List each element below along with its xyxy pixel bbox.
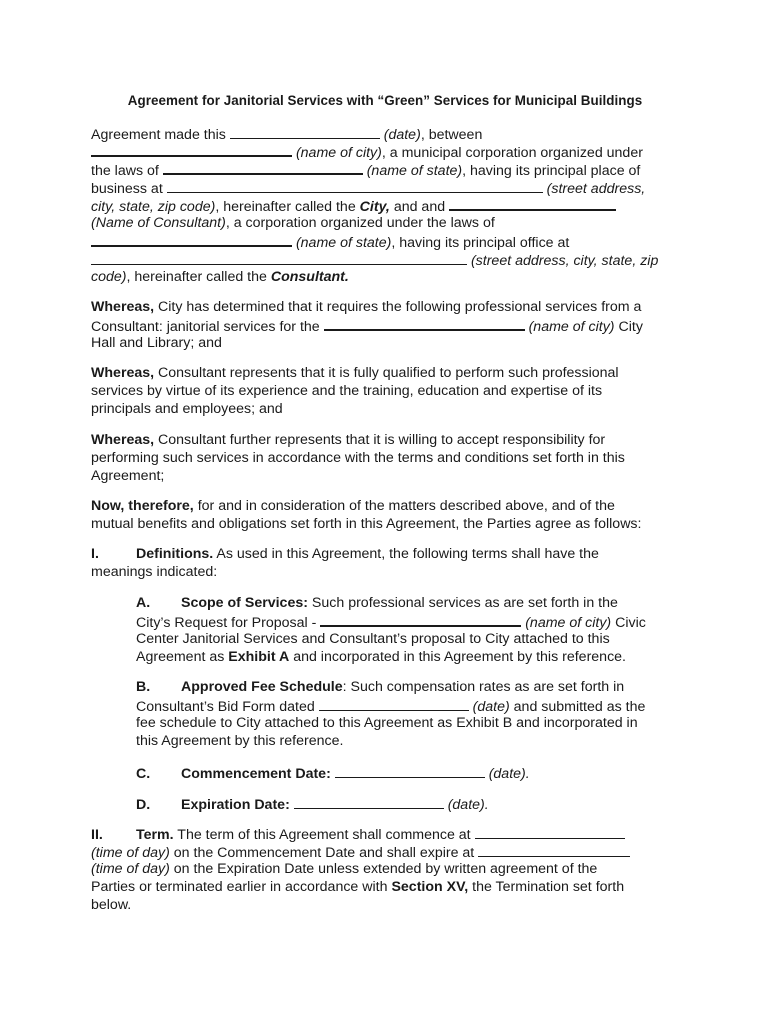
document-title: Agreement for Janitorial Services with “Green” Services for Municipal Buildings xyxy=(127,93,643,108)
text: (street address, xyxy=(542,181,646,197)
section-number: II. xyxy=(91,827,103,843)
subsection-b-fee-schedule xyxy=(136,678,681,750)
text: Such professional services as are set forth in the xyxy=(307,595,618,611)
subsection-heading: Expiration Date: xyxy=(181,797,290,813)
text: Consultant: janitorial services for the xyxy=(91,319,324,335)
text: Agreement made this xyxy=(91,127,230,143)
text: As used in this Agreement, the following terms shall have the xyxy=(213,546,599,562)
section-ii-term xyxy=(91,824,691,914)
text: performing such services in accordance with the terms and conditions set forth in this xyxy=(91,450,625,466)
subsection-letter: B. xyxy=(136,679,151,695)
text: (name of city) xyxy=(521,615,612,631)
whereas-paragraph-2 xyxy=(91,364,691,418)
blank-city-2 xyxy=(324,316,525,331)
text: City xyxy=(614,319,643,335)
text: , hereinafter called the xyxy=(215,199,360,215)
text: Hall and Library; and xyxy=(91,335,222,351)
text: the Termination set forth xyxy=(468,879,625,895)
text: and incorporated in this Agreement by this reference. xyxy=(289,649,627,665)
text: for and in consideration of the matters described above, and of the xyxy=(193,498,615,514)
text: , a corporation organized under the laws of xyxy=(225,215,495,231)
section-heading: Term. xyxy=(136,827,174,843)
subsection-heading: Approved Fee Schedule xyxy=(181,679,343,695)
text: , having its principal place of xyxy=(462,163,641,179)
subsection-heading: Scope of Services: xyxy=(181,595,308,611)
blank-state xyxy=(163,160,363,175)
text: Whereas, xyxy=(91,299,155,315)
blank-city-3 xyxy=(320,612,521,627)
text: principals and employees; and xyxy=(91,401,283,417)
whereas-paragraph-1 xyxy=(91,298,691,352)
intro-paragraph xyxy=(91,124,691,286)
text: Now, therefore, xyxy=(91,498,194,514)
text: below. xyxy=(91,897,132,913)
text: , hereinafter called the xyxy=(126,269,271,285)
blank-city xyxy=(91,142,292,157)
text: City has determined that it requires the following professional services from a xyxy=(154,299,642,315)
text: (date) xyxy=(468,699,510,715)
text: : Such compensation rates as are set forth in xyxy=(342,679,625,695)
text: on the Commencement Date and shall expire at xyxy=(169,845,479,861)
text: (time of day) xyxy=(91,845,170,861)
text: business at xyxy=(91,181,167,197)
blank-bid-date xyxy=(319,696,469,711)
blank-address xyxy=(167,178,543,193)
subsection-a-scope xyxy=(136,594,681,666)
subsection-heading: Commencement Date: xyxy=(181,766,331,782)
text: Consultant further represents that it is willing to accept responsibility for xyxy=(154,432,606,448)
text: mutual benefits and obligations set forth in this Agreement, the Parties agree as follows: xyxy=(91,516,642,532)
blank-state-2 xyxy=(91,232,292,247)
text: Whereas, xyxy=(91,365,155,381)
text: (name of city) xyxy=(292,145,382,161)
text: (name of city) xyxy=(524,319,615,335)
text: (time of day) xyxy=(91,861,170,877)
text: (name of state) xyxy=(292,235,392,251)
text: City’s Request for Proposal - xyxy=(136,615,321,631)
text: , a municipal corporation organized under xyxy=(381,145,643,161)
blank-expiration-date xyxy=(294,794,444,809)
text: (Name of Consultant) xyxy=(91,215,226,231)
text: Parties or terminated earlier in accordance with xyxy=(91,879,392,895)
text: Consultant represents that it is fully qualified to perform such professional xyxy=(154,365,619,381)
blank-start-time xyxy=(475,824,625,839)
blank-consultant xyxy=(449,196,616,211)
blank-date xyxy=(230,124,380,139)
blank-commencement-date xyxy=(335,763,485,778)
blank-address-2 xyxy=(91,250,467,265)
whereas-paragraph-3 xyxy=(91,431,691,485)
text: this Agreement by this reference. xyxy=(136,733,344,749)
text: Center Janitorial Services and Consultant’s proposal to City attached to this xyxy=(136,631,610,647)
text: (street address, city, state, zip xyxy=(467,253,659,269)
text: Agreement as xyxy=(136,649,229,665)
text: city, state, zip code) xyxy=(91,199,216,215)
text: meanings indicated: xyxy=(91,564,218,580)
text: and and xyxy=(389,199,450,215)
section-heading: Definitions. xyxy=(136,546,214,562)
text: services by virtue of its experience and the training, education and expertise of its xyxy=(91,383,603,399)
text: Civic xyxy=(611,615,646,631)
subsection-d-expiration xyxy=(136,794,681,812)
subsection-c-commencement xyxy=(136,763,681,781)
text: the laws of xyxy=(91,163,163,179)
text: on the Expiration Date unless extended by written agreement of the xyxy=(169,861,598,877)
text: fee schedule to City attached to this Agreement as Exhibit B and incorporated in xyxy=(136,715,638,731)
text: Consultant’s Bid Form dated xyxy=(136,699,319,715)
blank-end-time xyxy=(478,842,630,857)
subsection-letter: A. xyxy=(136,595,151,611)
text: Section XV, xyxy=(391,879,469,895)
now-therefore-paragraph xyxy=(91,497,691,533)
text: Consultant. xyxy=(270,269,349,285)
section-number: I. xyxy=(91,546,99,562)
text: code) xyxy=(91,269,127,285)
subsection-letter: D. xyxy=(136,797,151,813)
text: (date). xyxy=(443,797,489,813)
text: Exhibit A xyxy=(228,649,290,665)
text: The term of this Agreement shall commence at xyxy=(173,827,475,843)
text: , between xyxy=(420,127,483,143)
text: Whereas, xyxy=(91,432,155,448)
text: (date) xyxy=(379,127,421,143)
section-i-definitions xyxy=(91,545,691,581)
text: Agreement; xyxy=(91,468,165,484)
text: , having its principal office at xyxy=(391,235,570,251)
text: City, xyxy=(359,199,390,215)
text: and submitted as the xyxy=(509,699,646,715)
subsection-letter: C. xyxy=(136,766,151,782)
text: (name of state) xyxy=(362,163,463,179)
text: (date). xyxy=(484,766,530,782)
